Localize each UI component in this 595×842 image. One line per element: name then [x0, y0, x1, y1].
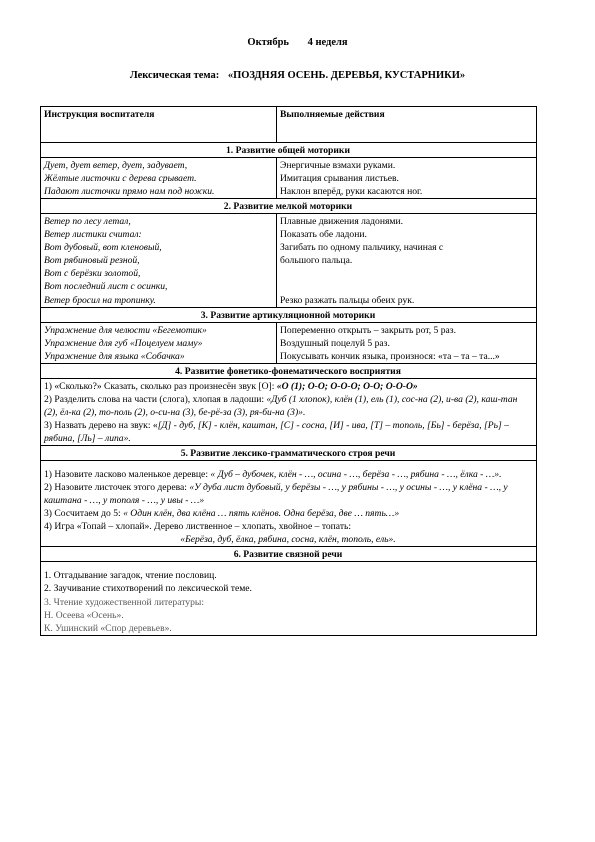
- poem-line: Вот рябиновый резной,: [44, 255, 140, 267]
- action-line: Имитация срывания листьев.: [280, 173, 399, 185]
- exercise-line: Упражнение для языка «Собачка»: [44, 350, 185, 362]
- action-spacer: [280, 267, 532, 280]
- section-1-actions: [277, 158, 537, 199]
- section-2-row: [41, 214, 537, 307]
- section-5-content: [41, 461, 537, 547]
- exercise-line: Упражнение для челюсти «Бегемотик»: [44, 324, 207, 336]
- section-3-row: [41, 322, 537, 363]
- column-header-actions: Выполняемые действия: [277, 107, 537, 143]
- section-title-row: [41, 547, 537, 562]
- month-label: Октябрь: [247, 37, 289, 48]
- section-title-row: [41, 363, 537, 378]
- section-5-row: [41, 461, 537, 547]
- section-4-title: 4. Развитие фонетико-фонематического восприятия: [41, 363, 537, 378]
- speech-item: К. Ушинский «Спор деревьев».: [44, 622, 172, 634]
- speech-item: 1. Отгадывание загадок, чтение пословиц.: [44, 570, 217, 582]
- speech-item: Н. Осеева «Осень».: [44, 609, 124, 621]
- table-header-row: [41, 107, 537, 143]
- section-3-actions: [277, 322, 537, 363]
- section-6-title: 6. Развитие связной речи: [41, 547, 537, 562]
- poem-line: Ветер по лесу летал,: [44, 216, 131, 228]
- week-label: 4 неделя: [307, 37, 348, 48]
- grammar-task-4: 4) Игра «Топай – хлопай». Дерево лиственное – хлопать, хвойное – топать:: [44, 521, 352, 533]
- action-line: большого пальца.: [280, 255, 353, 267]
- action-line: Плавные движения ладонями.: [280, 216, 403, 228]
- speech-item: 3. Чтение художественной литературы:: [44, 596, 204, 608]
- poem-line: Ветер листики считал:: [44, 229, 142, 241]
- section-6-row: [41, 562, 537, 635]
- section-title-row: [41, 199, 537, 214]
- topic-heading: [0, 69, 595, 83]
- column-header-instructor: Инструкция воспитателя: [41, 107, 277, 143]
- action-line: Попеременно открыть – закрыть рот, 5 раз.: [280, 324, 456, 336]
- phonetic-task-3: 3) Назвать дерево на звук: «[Д] - дуб, [К] - клён, каштан, [С] - сосна, [И] - ива, [Т] – тополь, [Бь] - берёза, [Рь] – рябина, [Ль] – липа».: [44, 419, 509, 444]
- poem-line: Дует, дует ветер, дует, задувает,: [44, 160, 188, 172]
- poem-line: Вот с берёзки золотой,: [44, 268, 141, 280]
- section-4-content: [41, 378, 537, 445]
- section-3-title: 3. Развитие артикуляционной моторики: [41, 307, 537, 322]
- topic-label: Лексическая тема:: [129, 70, 220, 81]
- exercise-line: Упражнение для губ «Поцелуем маму»: [44, 337, 203, 349]
- poem-line: Вот последний лист с осинки,: [44, 281, 168, 293]
- section-5-title: 5. Развитие лексико-грамматического строя речи: [41, 446, 537, 461]
- action-line: Наклон вперёд, руки касаются ног.: [280, 186, 423, 198]
- action-line: Покусывать кончик языка, произнося: «та – та – та...»: [280, 350, 500, 362]
- action-line: Показать обе ладони.: [280, 229, 367, 241]
- poem-line: Вот дубовый, вот кленовый,: [44, 242, 162, 254]
- section-title-row: [41, 307, 537, 322]
- action-line: Воздушный поцелуй 5 раз.: [280, 337, 390, 349]
- grammar-task-1: 1) Назовите ласково маленькое деревце: « Дуб – дубочек, клён - …, осина - …, берёза - …, рябина - …, ёлка - …».: [44, 469, 502, 481]
- month-week-heading: [0, 36, 595, 50]
- poem-line: Ветер бросил на тропинку.: [44, 294, 156, 306]
- section-2-instructions: [41, 214, 277, 307]
- section-2-title: 2. Развитие мелкой моторики: [41, 199, 537, 214]
- section-1-row: [41, 158, 537, 199]
- poem-line: Жёлтые листочки с дерева срывает.: [44, 173, 197, 185]
- section-1-instructions: [41, 158, 277, 199]
- grammar-task-2: 2) Назовите листочек этого дерева: «У дуба лист дубовый, у берёзы - …, у рябины - …, у осины - …, у клёна - …, у каштана - …, у тополя - …, у ивы - …»: [44, 482, 508, 507]
- action-line: Резко разжать пальцы обеих рук.: [280, 294, 415, 306]
- grammar-task-3: 3) Сосчитаем до 5: « Один клён, два клёна … пять клёнов. Одна берёза, две … пять…»: [44, 508, 400, 520]
- phonetic-task-2: 2) Разделить слова на части (слога), хлопая в ладоши: «Дуб (1 хлопок), клён (1), ель (1), сос-на (2), и-ва (2), каш-тан (2), ёл-ка (2), то-поль (2), о-си-на (3), бе-рё-за (3), ря-би-на (3)».: [44, 393, 518, 418]
- section-2-actions: [277, 214, 537, 307]
- section-4-row: [41, 378, 537, 445]
- section-title-row: [41, 143, 537, 158]
- speech-item: 2. Заучивание стихотворений по лексической теме.: [44, 583, 252, 595]
- section-3-instructions: [41, 322, 277, 363]
- section-1-title: 1. Развитие общей моторики: [41, 143, 537, 158]
- phonetic-task-1: 1) «Сколько?» Сказать, сколько раз произнесён звук [О]: «О (1); О-О; О-О-О; О-О; О-О-О»: [44, 380, 418, 392]
- poem-line: Падают листочки прямо нам под ножки.: [44, 186, 215, 198]
- lesson-table: [40, 106, 537, 636]
- action-line: Загибать по одному пальчику, начиная с: [280, 242, 444, 254]
- action-line: Энергичные взмахи руками.: [280, 160, 396, 172]
- grammar-task-4-words: «Берёза, дуб, ёлка, рябина, сосна, клён, тополь, ель».: [180, 534, 396, 546]
- topic-title: «ПОЗДНЯЯ ОСЕНЬ. ДЕРЕВЬЯ, КУСТАРНИКИ»: [227, 70, 466, 81]
- action-spacer: [280, 280, 532, 293]
- section-6-content: [41, 562, 537, 635]
- section-title-row: [41, 446, 537, 461]
